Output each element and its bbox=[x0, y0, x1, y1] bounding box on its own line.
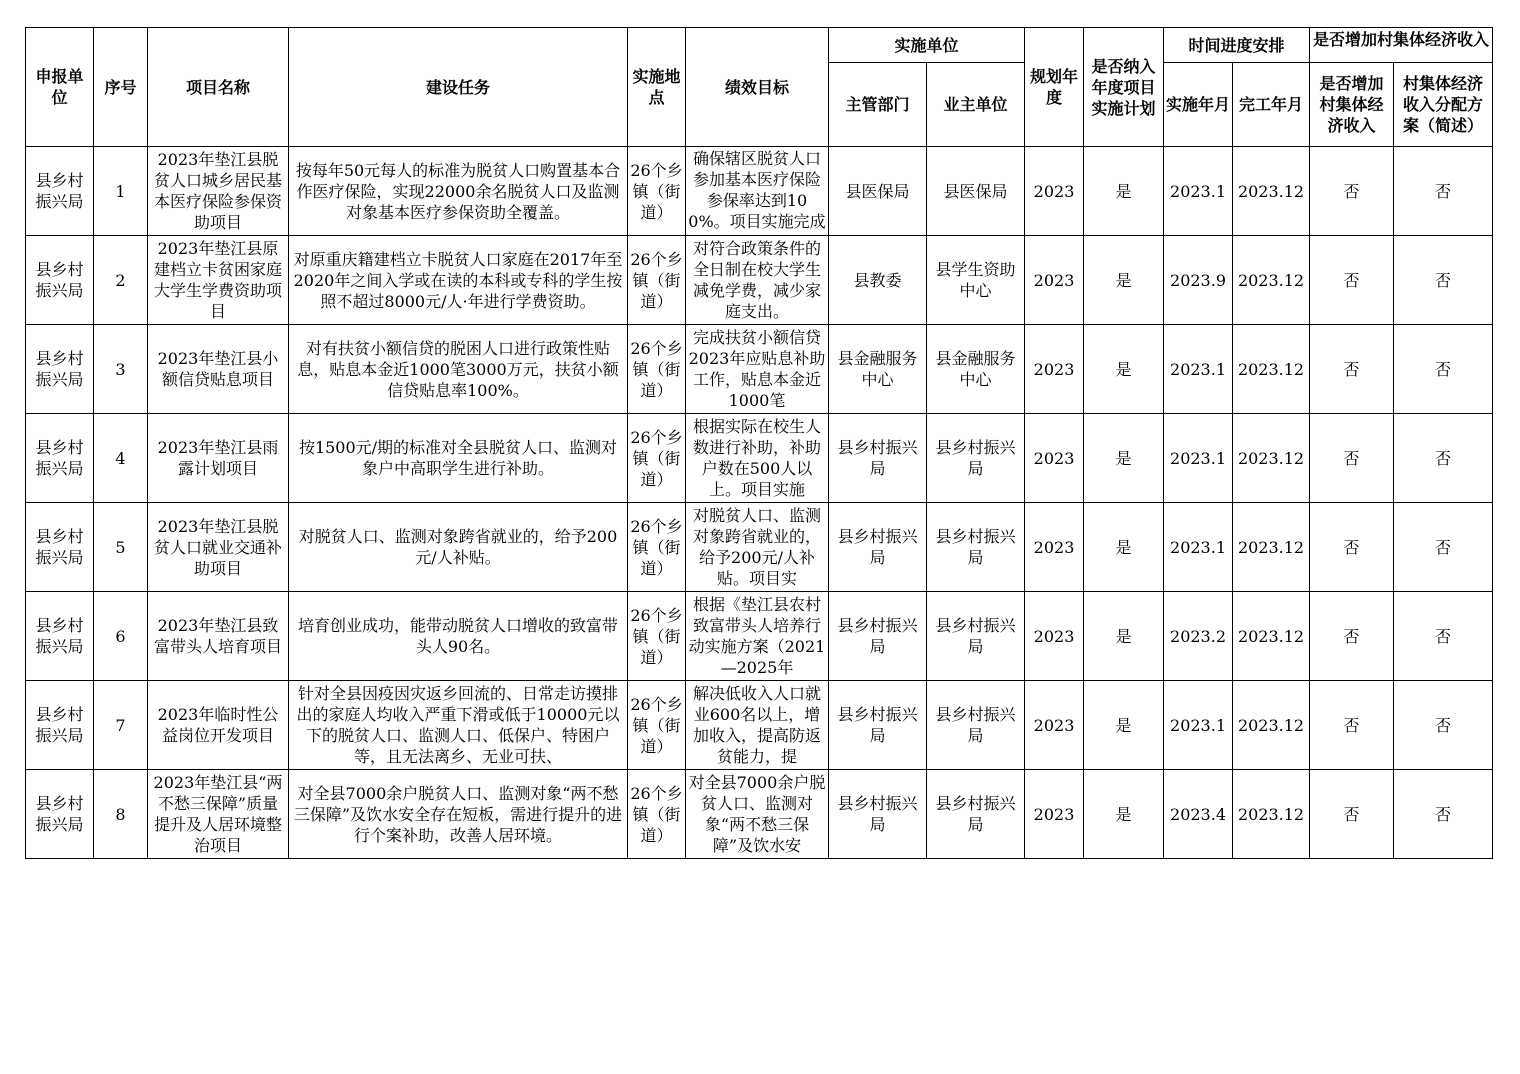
cell-collective-income: 否 bbox=[1310, 592, 1394, 681]
cell-dept: 县乡村振兴局 bbox=[829, 770, 927, 859]
cell-task: 按每年50元每人的标准为脱贫人口购置基本合作医疗保险，实现22000余名脱贫人口及监测对象基本医疗参保资助全覆盖。 bbox=[289, 147, 628, 236]
cell-goal-text: 对全县7000余户脱贫人口、监测对象“两不愁三保障”及饮水安 bbox=[688, 773, 826, 855]
cell-owner: 县金融服务中心 bbox=[927, 325, 1025, 414]
cell-start: 2023.2 bbox=[1164, 592, 1233, 681]
header-year: 规划年度 bbox=[1025, 28, 1084, 147]
header-impl-group: 实施单位 bbox=[829, 28, 1025, 63]
header-task: 建设任务 bbox=[289, 28, 628, 147]
header-collective-income: 是否增加村集体经济收入 bbox=[1310, 63, 1394, 147]
table-row bbox=[26, 770, 1493, 859]
cell-seq: 5 bbox=[94, 503, 148, 592]
cell-goal bbox=[686, 503, 829, 592]
cell-location: 26个乡镇（街道） bbox=[628, 592, 686, 681]
cell-task: 按1500元/期的标准对全县脱贫人口、监测对象户中高职学生进行补助。 bbox=[289, 414, 628, 503]
header-location: 实施地点 bbox=[628, 28, 686, 147]
cell-seq: 2 bbox=[94, 236, 148, 325]
table-row bbox=[26, 147, 1493, 236]
cell-unit: 县乡村振兴局 bbox=[26, 681, 94, 770]
cell-goal-text: 对脱贫人口、监测对象跨省就业的，给予200元/人补贴。项目实 bbox=[692, 506, 821, 588]
cell-collective-plan: 否 bbox=[1394, 592, 1493, 681]
cell-collective-income: 否 bbox=[1310, 147, 1394, 236]
cell-dept: 县医保局 bbox=[829, 147, 927, 236]
cell-task: 对脱贫人口、监测对象跨省就业的，给予200元/人补贴。 bbox=[289, 503, 628, 592]
cell-goal bbox=[686, 592, 829, 681]
cell-owner: 县学生资助中心 bbox=[927, 236, 1025, 325]
project-table bbox=[25, 27, 1493, 859]
cell-included: 是 bbox=[1084, 414, 1164, 503]
cell-collective-plan: 否 bbox=[1394, 681, 1493, 770]
cell-unit: 县乡村振兴局 bbox=[26, 770, 94, 859]
cell-end: 2023.12 bbox=[1233, 236, 1310, 325]
cell-goal-text: 解决低收入人口就业600名以上，增加收入，提高防返贫能力，提 bbox=[692, 684, 821, 766]
cell-collective-income: 否 bbox=[1310, 770, 1394, 859]
cell-task bbox=[289, 681, 628, 770]
cell-seq: 4 bbox=[94, 414, 148, 503]
cell-start: 2023.9 bbox=[1164, 236, 1233, 325]
cell-task-text: 针对全县因疫因灾返乡回流的、日常走访摸排出的家庭人均收入严重下滑或低于10000元以下的脱贫人口、监测人口、低保户、特困户等，且无法离乡、无业可扶、 bbox=[296, 684, 620, 766]
header-collective-group-text: 是否增加村集体经济收入 bbox=[1313, 30, 1490, 49]
header-dept: 主管部门 bbox=[829, 63, 927, 147]
cell-collective-income: 否 bbox=[1310, 503, 1394, 592]
cell-task: 对原重庆籍建档立卡脱贫人口家庭在2017年至2020年之间入学或在读的本科或专科的学生按照不超过8000元/人·年进行学费资助。 bbox=[289, 236, 628, 325]
cell-location: 26个乡镇（街道） bbox=[628, 503, 686, 592]
header-goal: 绩效目标 bbox=[686, 28, 829, 147]
header-included: 是否纳入年度项目实施计划 bbox=[1084, 28, 1164, 147]
cell-included: 是 bbox=[1084, 236, 1164, 325]
cell-goal bbox=[686, 770, 829, 859]
cell-start: 2023.1 bbox=[1164, 681, 1233, 770]
cell-start: 2023.4 bbox=[1164, 770, 1233, 859]
cell-goal-text: 完成扶贫小额信贷2023年应贴息补助工作，贴息本金近1000笔 bbox=[688, 328, 826, 410]
cell-owner: 县乡村振兴局 bbox=[927, 592, 1025, 681]
table-row bbox=[26, 236, 1493, 325]
header-collective-group bbox=[1310, 28, 1493, 63]
cell-name: 2023年垫江县原建档立卡贫困家庭大学生学费资助项目 bbox=[148, 236, 289, 325]
cell-year: 2023 bbox=[1025, 236, 1084, 325]
cell-name: 2023年垫江县“两不愁三保障”质量提升及人居环境整治项目 bbox=[148, 770, 289, 859]
cell-end: 2023.12 bbox=[1233, 592, 1310, 681]
header-seq: 序号 bbox=[94, 28, 148, 147]
cell-end: 2023.12 bbox=[1233, 503, 1310, 592]
cell-dept: 县教委 bbox=[829, 236, 927, 325]
cell-end: 2023.12 bbox=[1233, 770, 1310, 859]
cell-end: 2023.12 bbox=[1233, 681, 1310, 770]
cell-year: 2023 bbox=[1025, 592, 1084, 681]
cell-goal-text: 对符合政策条件的全日制在校大学生减免学费，减少家庭支出。 bbox=[692, 239, 821, 321]
header-collective-plan: 村集体经济收入分配方案（简述） bbox=[1394, 63, 1493, 147]
cell-goal-text: 确保辖区脱贫人口参加基本医疗保险参保率达到100%。项目实施完成 bbox=[688, 149, 826, 231]
cell-included: 是 bbox=[1084, 503, 1164, 592]
cell-task: 对全县7000余户脱贫人口、监测对象“两不愁三保障”及饮水安全存在短板，需进行提升的进行个案补助，改善人居环境。 bbox=[289, 770, 628, 859]
header-unit: 申报单位 bbox=[26, 28, 94, 147]
table-row bbox=[26, 325, 1493, 414]
cell-collective-plan: 否 bbox=[1394, 414, 1493, 503]
cell-goal-text: 根据实际在校生人数进行补助，补助户数在500人以上。项目实施 bbox=[692, 417, 821, 499]
cell-name: 2023年垫江县雨露计划项目 bbox=[148, 414, 289, 503]
cell-collective-plan: 否 bbox=[1394, 770, 1493, 859]
cell-end: 2023.12 bbox=[1233, 414, 1310, 503]
cell-owner: 县乡村振兴局 bbox=[927, 503, 1025, 592]
cell-start: 2023.1 bbox=[1164, 414, 1233, 503]
cell-start: 2023.1 bbox=[1164, 147, 1233, 236]
cell-seq: 3 bbox=[94, 325, 148, 414]
cell-start: 2023.1 bbox=[1164, 503, 1233, 592]
cell-seq: 8 bbox=[94, 770, 148, 859]
cell-included: 是 bbox=[1084, 325, 1164, 414]
table-body bbox=[26, 147, 1493, 859]
cell-included: 是 bbox=[1084, 147, 1164, 236]
cell-owner: 县乡村振兴局 bbox=[927, 414, 1025, 503]
cell-included: 是 bbox=[1084, 592, 1164, 681]
cell-included: 是 bbox=[1084, 770, 1164, 859]
cell-location: 26个乡镇（街道） bbox=[628, 681, 686, 770]
cell-year: 2023 bbox=[1025, 325, 1084, 414]
cell-dept: 县乡村振兴局 bbox=[829, 414, 927, 503]
header-owner: 业主单位 bbox=[927, 63, 1025, 147]
cell-dept: 县乡村振兴局 bbox=[829, 681, 927, 770]
cell-collective-plan: 否 bbox=[1394, 325, 1493, 414]
cell-name: 2023年垫江县小额信贷贴息项目 bbox=[148, 325, 289, 414]
table-header bbox=[26, 28, 1493, 147]
cell-collective-income: 否 bbox=[1310, 681, 1394, 770]
cell-collective-income: 否 bbox=[1310, 236, 1394, 325]
cell-location: 26个乡镇（街道） bbox=[628, 236, 686, 325]
cell-included: 是 bbox=[1084, 681, 1164, 770]
cell-location: 26个乡镇（街道） bbox=[628, 414, 686, 503]
cell-seq: 1 bbox=[94, 147, 148, 236]
cell-end: 2023.12 bbox=[1233, 325, 1310, 414]
cell-owner: 县乡村振兴局 bbox=[927, 770, 1025, 859]
table-row bbox=[26, 503, 1493, 592]
cell-dept: 县乡村振兴局 bbox=[829, 592, 927, 681]
cell-collective-plan: 否 bbox=[1394, 147, 1493, 236]
cell-year: 2023 bbox=[1025, 503, 1084, 592]
cell-unit: 县乡村振兴局 bbox=[26, 325, 94, 414]
cell-unit: 县乡村振兴局 bbox=[26, 236, 94, 325]
cell-start: 2023.1 bbox=[1164, 325, 1233, 414]
cell-goal bbox=[686, 236, 829, 325]
cell-collective-income: 否 bbox=[1310, 414, 1394, 503]
cell-location: 26个乡镇（街道） bbox=[628, 770, 686, 859]
cell-goal bbox=[686, 681, 829, 770]
table-row bbox=[26, 681, 1493, 770]
cell-goal bbox=[686, 414, 829, 503]
cell-year: 2023 bbox=[1025, 147, 1084, 236]
cell-unit: 县乡村振兴局 bbox=[26, 503, 94, 592]
cell-dept: 县乡村振兴局 bbox=[829, 503, 927, 592]
header-name: 项目名称 bbox=[148, 28, 289, 147]
table-row bbox=[26, 414, 1493, 503]
cell-collective-income: 否 bbox=[1310, 325, 1394, 414]
cell-owner: 县医保局 bbox=[927, 147, 1025, 236]
cell-seq: 7 bbox=[94, 681, 148, 770]
cell-year: 2023 bbox=[1025, 770, 1084, 859]
header-time-group: 时间进度安排 bbox=[1164, 28, 1310, 63]
header-start: 实施年月 bbox=[1164, 63, 1233, 147]
cell-unit: 县乡村振兴局 bbox=[26, 147, 94, 236]
cell-goal-text: 根据《垫江县农村致富带头人培养行动实施方案（2021—2025年 bbox=[688, 595, 826, 677]
cell-name: 2023年垫江县脱贫人口就业交通补助项目 bbox=[148, 503, 289, 592]
cell-seq: 6 bbox=[94, 592, 148, 681]
cell-task: 培育创业成功，能带动脱贫人口增收的致富带头人90名。 bbox=[289, 592, 628, 681]
cell-owner: 县乡村振兴局 bbox=[927, 681, 1025, 770]
cell-name: 2023年垫江县致富带头人培育项目 bbox=[148, 592, 289, 681]
cell-dept: 县金融服务中心 bbox=[829, 325, 927, 414]
cell-unit: 县乡村振兴局 bbox=[26, 414, 94, 503]
cell-location: 26个乡镇（街道） bbox=[628, 325, 686, 414]
cell-name: 2023年垫江县脱贫人口城乡居民基本医疗保险参保资助项目 bbox=[148, 147, 289, 236]
cell-collective-plan: 否 bbox=[1394, 236, 1493, 325]
cell-name: 2023年临时性公益岗位开发项目 bbox=[148, 681, 289, 770]
cell-collective-plan: 否 bbox=[1394, 503, 1493, 592]
table-row bbox=[26, 592, 1493, 681]
cell-year: 2023 bbox=[1025, 414, 1084, 503]
cell-goal bbox=[686, 147, 829, 236]
cell-goal bbox=[686, 325, 829, 414]
cell-task: 对有扶贫小额信贷的脱困人口进行政策性贴息，贴息本金近1000笔3000万元，扶贫小额信贷贴息率100%。 bbox=[289, 325, 628, 414]
cell-year: 2023 bbox=[1025, 681, 1084, 770]
cell-location: 26个乡镇（街道） bbox=[628, 147, 686, 236]
header-end: 完工年月 bbox=[1233, 63, 1310, 147]
cell-end: 2023.12 bbox=[1233, 147, 1310, 236]
cell-unit: 县乡村振兴局 bbox=[26, 592, 94, 681]
